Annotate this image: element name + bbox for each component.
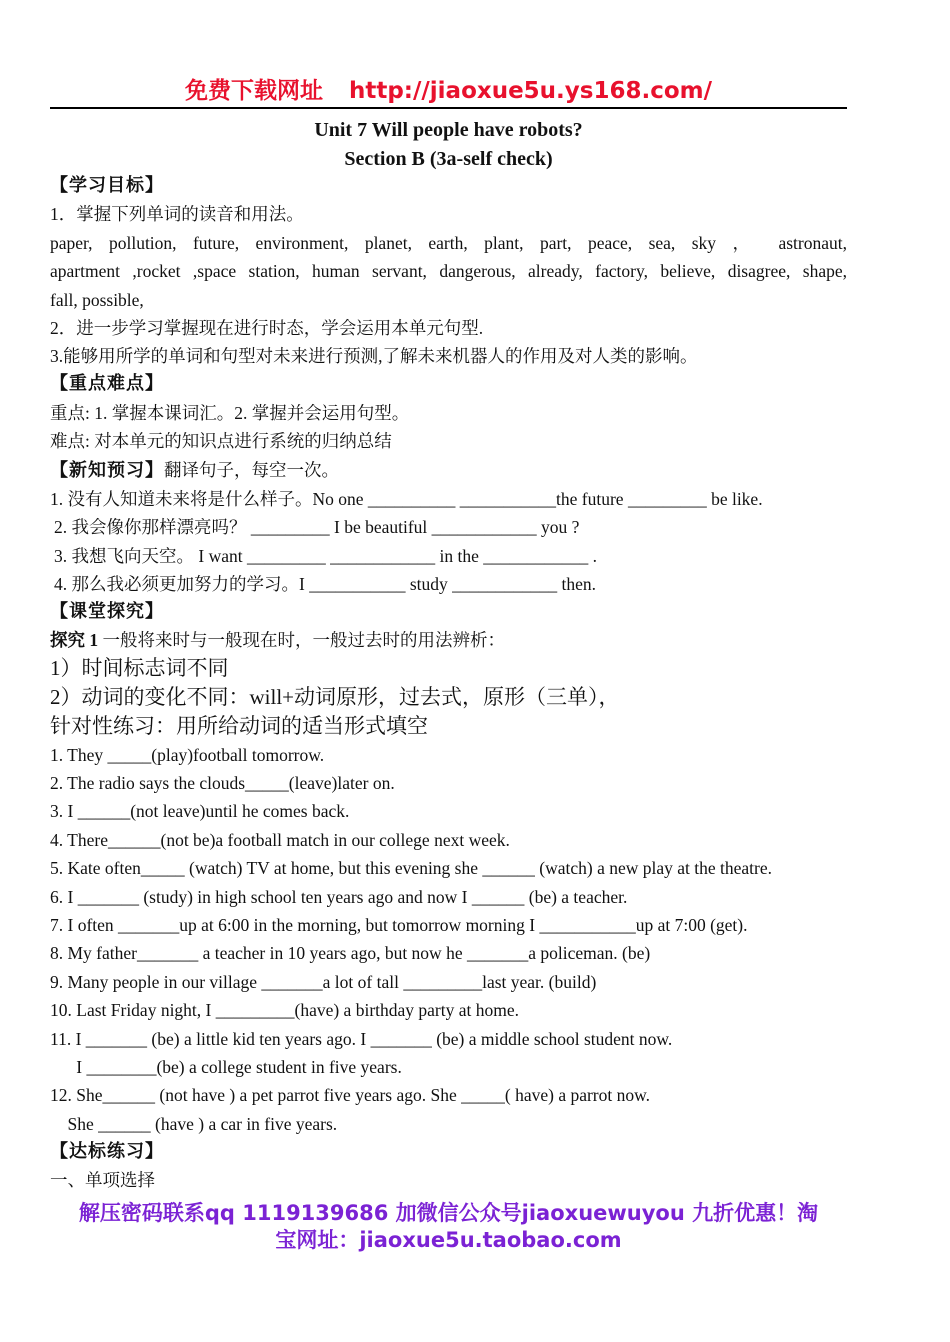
objective-2: 2．进一步学习掌握现在进行时态，学会运用本单元句型. — [50, 318, 484, 338]
preview-instruction: 翻译句子，每空一次。 — [164, 460, 339, 480]
word-list-line-1: paper, pollution, future, environment, planet, earth, plant, part, peace, sea, sky ， astronaut, — [50, 233, 847, 253]
preview-question-1: 1. 没有人知道未来将是什么样子。No one __________ ___________the future _________ be like. — [50, 489, 763, 509]
explore-intro: 一般将来时与一般现在时，一般过去时的用法辨析： — [98, 630, 505, 650]
exercise-6: 6. I _______ (study) in high school ten years ago and now I ______ (be) a teacher. — [50, 887, 628, 907]
difficult-point-text: 难点: 对本单元的知识点进行系统的归纳总结 — [50, 431, 392, 451]
header-label: 免费下载网址 — [184, 78, 323, 104]
multiple-choice-title: 一、单项选择 — [50, 1170, 155, 1190]
download-header — [50, 76, 847, 106]
explore-label: 探究 1 — [50, 630, 99, 650]
objective-3: 3.能够用所学的单词和句型对未来进行预测,了解未来机器人的作用及对人类的影响。 — [50, 346, 698, 366]
footer-line-1: 解压密码联系qq 1119139686 加微信公众号jiaoxuewuyou 九折优惠！淘 — [78, 1201, 819, 1225]
objective-1: 1．掌握下列单词的读音和用法。 — [50, 204, 304, 224]
contact-footer — [50, 1200, 847, 1254]
footer-line-2[interactable]: 宝网址：jiaoxue5u.taobao.com — [275, 1228, 622, 1252]
exercise-9: 9. Many people in our village _______a lot of tall _________last year. (build) — [50, 972, 597, 992]
preview-heading-line — [50, 457, 339, 484]
key-points-heading: 【重点难点】 — [50, 373, 164, 394]
practice-section-heading: 【达标练习】 — [50, 1141, 164, 1162]
exercise-11: 11. I _______ (be) a little kid ten years ago. I _______ (be) a middle school student now. — [50, 1029, 673, 1049]
preview-question-4: 4. 那么我必须更加努力的学习。I ___________ study ____________ then. — [54, 574, 597, 594]
explore-point-2: 2）动词的变化不同：will+动词原形，过去式，原形（三单）， — [50, 685, 620, 709]
exercise-2: 2. The radio says the clouds_____(leave)later on. — [50, 773, 395, 793]
explore-point-1: 1）时间标志词不同 — [50, 656, 229, 680]
exercise-7: 7. I often _______up at 6:00 in the morning, but tomorrow morning I ___________up at 7:00 (get). — [50, 915, 748, 935]
preview-question-3: 3. 我想飞向天空。 I want _________ ____________ in the ____________ . — [54, 546, 597, 566]
key-point-text: 重点: 1. 掌握本课词汇。2. 掌握并会运用句型。 — [50, 403, 410, 423]
exercise-8: 8. My father_______ a teacher in 10 years ago, but now he _______a policeman. (be) — [50, 943, 651, 963]
exercise-4: 4. There______(not be)a football match in our college next week. — [50, 830, 510, 850]
header-url-link[interactable]: http://jiaoxue5u.ys168.com/ — [348, 78, 713, 104]
word-list-line-2: apartment ,rocket ,space station, human servant, dangerous, already, factory, believe, disagree, shape, — [50, 261, 847, 281]
preview-question-2: 2. 我会像你那样漂亮吗？ _________ I be beautiful ____________ you ? — [54, 517, 580, 537]
exercise-5: 5. Kate often_____ (watch) TV at home, but this evening she ______ (watch) a new play at the theatre. — [50, 858, 772, 878]
objectives-heading: 【学习目标】 — [50, 175, 164, 196]
unit-title: Unit 7 Will people have robots? — [314, 119, 583, 141]
exercise-11-continued: I ________(be) a college student in five years. — [50, 1057, 402, 1077]
preview-heading: 【新知预习】 — [50, 460, 164, 481]
explore-heading: 【课堂探究】 — [50, 601, 164, 622]
exercise-12: 12. She______ (not have ) a pet parrot five years ago. She _____( have) a parrot now. — [50, 1085, 650, 1105]
practice-instruction: 针对性练习：用所给动词的适当形式填空 — [50, 714, 428, 738]
exercise-12-continued: She ______ (have ) a car in five years. — [50, 1114, 338, 1134]
exercise-1: 1. They _____(play)football tomorrow. — [50, 745, 325, 765]
word-list-line-3: fall, possible, — [50, 290, 144, 310]
explore-intro-line — [50, 627, 505, 653]
section-title: Section B (3a-self check) — [344, 148, 553, 170]
exercise-10: 10. Last Friday night, I _________(have) a birthday party at home. — [50, 1000, 519, 1020]
header-divider — [50, 107, 847, 109]
exercise-3: 3. I ______(not leave)until he comes back. — [50, 801, 350, 821]
